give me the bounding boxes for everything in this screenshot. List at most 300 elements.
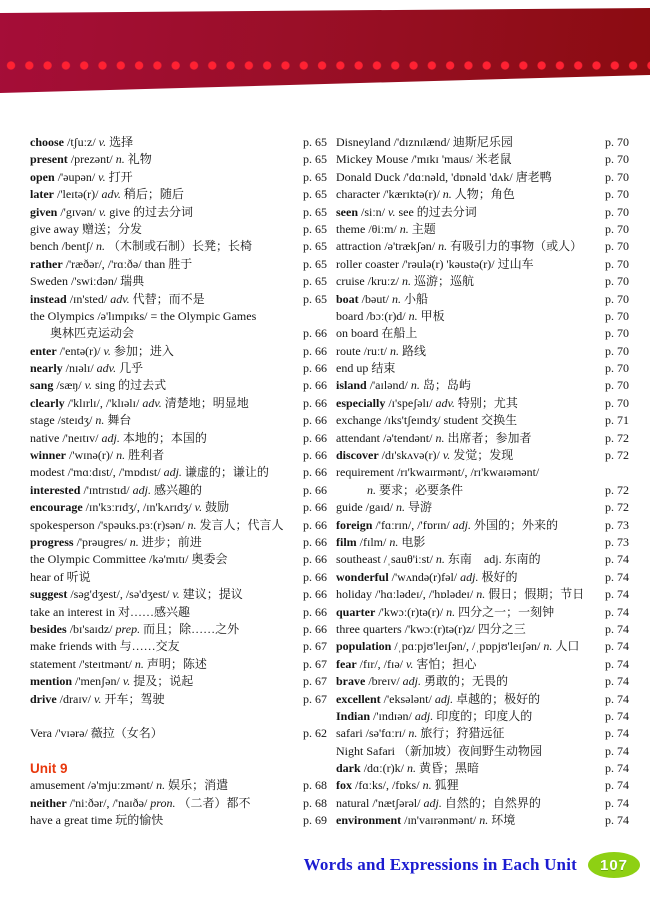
entry-term: theme <box>336 221 366 236</box>
glossary-column-right <box>336 134 629 830</box>
entry-phonetic: /steɪdʒ/ <box>57 413 93 428</box>
page-ref: p. 72 <box>605 500 629 515</box>
entry-phonetic: /rɪ'kwaɪrmənt/, /rɪ'kwaɪəmənt/ <box>396 465 540 480</box>
entry-definition: 薇拉（女名） <box>90 726 163 741</box>
entry-row <box>30 673 327 690</box>
entry-definition: 而且；除……之外 <box>143 621 240 636</box>
page-ref <box>324 308 327 325</box>
entry-term: safari <box>336 726 363 741</box>
entry-term: open <box>30 169 55 184</box>
page-ref: p. 74 <box>605 569 629 584</box>
page-ref: p. 66 <box>303 517 327 532</box>
page-ref: p. 66 <box>303 604 327 619</box>
entry-row <box>30 412 327 429</box>
entry-pos: n. <box>367 482 376 497</box>
entry-text <box>336 325 602 342</box>
entry-term: given <box>30 204 58 219</box>
entry-text <box>30 447 300 464</box>
entry-text <box>30 464 300 481</box>
entry-definition: 外国的；外来的 <box>474 517 559 532</box>
entry-text <box>30 499 300 516</box>
unit-header: Unit 9 <box>30 761 68 777</box>
entry-term: wonderful <box>336 569 389 584</box>
entry-phonetic: /'menʃən/ <box>75 674 120 689</box>
entry-definition: 甲板 <box>420 308 445 323</box>
entry-term: cruise <box>336 274 365 289</box>
entry-row <box>30 325 327 342</box>
entry-row <box>30 308 327 325</box>
page-ref: p. 70 <box>605 256 629 271</box>
page-ref: p. 66 <box>303 465 327 480</box>
page-ref: p. 70 <box>605 291 629 306</box>
entry-text <box>336 708 602 725</box>
entry-row <box>336 308 629 325</box>
entry-row <box>336 725 629 742</box>
spacer-row <box>30 743 327 760</box>
entry-definition: 要求；必要条件 <box>379 482 464 497</box>
entry-row <box>30 238 327 255</box>
page-footer <box>304 852 640 878</box>
entry-definition: 几乎 <box>119 361 144 376</box>
entry-definition: 人口 <box>555 639 580 654</box>
entry-text <box>30 395 300 412</box>
entry-term: statement <box>30 656 76 671</box>
entry-phonetic: /'ɪndɪən/ <box>373 708 412 723</box>
entry-phonetic: /dɑː(r)k/ <box>363 761 404 776</box>
entry-term: neither <box>30 795 67 810</box>
entry-phonetic: /'ɪntrɪstɪd/ <box>83 482 130 497</box>
page-ref: p. 65 <box>303 221 327 236</box>
entry-term: stage <box>30 413 55 428</box>
entry-row <box>30 395 327 412</box>
entry-definition: 玩的愉快 <box>115 813 164 828</box>
page-ref: p. 70 <box>605 239 629 254</box>
entry-row <box>336 464 629 481</box>
entry-term: native <box>30 430 60 445</box>
entry-row <box>30 517 327 534</box>
entry-pos: n. <box>392 291 401 306</box>
entry-row <box>30 151 327 168</box>
entry-definition: 发觉；发现 <box>453 448 514 463</box>
entry-definition: 胜利者 <box>128 448 165 463</box>
entry-pos: n. <box>476 587 486 602</box>
entry-definition: 假日；假期；节日 <box>488 587 585 602</box>
entry-definition: 舞台 <box>107 413 132 428</box>
page-ref: p. 74 <box>605 674 629 689</box>
entry-row <box>30 273 327 290</box>
entry-term: mention <box>30 674 72 689</box>
entry-phonetic: /'swiːdən/ <box>71 274 118 289</box>
entry-term: boat <box>336 291 359 306</box>
entry-phonetic: /ruːt/ <box>363 343 387 358</box>
entry-text <box>336 691 602 708</box>
entry-term: interested <box>30 482 81 497</box>
entry-definition: 过山车 <box>497 256 534 271</box>
entry-pos: n. <box>396 500 405 515</box>
page-ref: p. 74 <box>605 639 629 654</box>
entry-row <box>30 621 327 638</box>
entry-text <box>30 256 300 273</box>
entry-text <box>336 308 602 325</box>
entry-row <box>336 343 629 360</box>
entry-phonetic: /bentʃ/ <box>61 239 93 254</box>
entry-term: the Olympic Committee <box>30 552 146 567</box>
entry-text <box>336 760 602 777</box>
entry-pos: n. <box>156 778 166 793</box>
entry-pos: v. <box>103 343 111 358</box>
entry-row <box>336 412 629 429</box>
entry-phonetic: /'eksələnt/ <box>383 691 432 706</box>
entry-row <box>336 812 629 829</box>
entry-phonetic: /'dɪznɪlænd/ <box>393 135 450 149</box>
entry-phonetic: /ɪn'kɜːrɪdʒ/, /ɪn'kʌrɪdʒ/ <box>85 500 192 515</box>
page-ref: p. 66 <box>303 500 327 515</box>
page-ref: p. 72 <box>605 430 629 445</box>
entry-phonetic: /'niːðər/, /'naɪðə/ <box>69 795 148 810</box>
entry-phonetic: /fɪr/, /fɪə/ <box>359 656 403 671</box>
entry-pos: v. <box>98 204 107 219</box>
page-ref: p. 67 <box>303 656 327 671</box>
entry-text <box>336 447 602 464</box>
entry-definition: see 的过去分词 <box>398 204 477 219</box>
entry-row <box>30 604 327 621</box>
entry-text <box>336 499 602 516</box>
entry-row <box>30 656 327 673</box>
entry-term: fear <box>336 656 357 671</box>
entry-phonetic: /'neɪtɪv/ <box>62 430 99 445</box>
entry-definition: 四分之三 <box>477 621 526 636</box>
entry-term: rather <box>30 256 63 271</box>
entry-text <box>336 430 602 447</box>
page-ref: p. 70 <box>605 378 629 393</box>
entry-definition: 奥委会 <box>191 552 228 567</box>
entry-row <box>336 221 629 238</box>
entry-text <box>30 134 300 151</box>
entry-pos: adv. <box>101 187 121 202</box>
entry-term: the Olympics <box>30 308 95 323</box>
entry-definition: 极好的 <box>481 569 518 584</box>
entry-text <box>336 725 602 742</box>
entry-phonetic: /'steɪtmənt/ <box>78 656 132 671</box>
page-ref: p. 73 <box>605 517 629 532</box>
entry-text <box>336 412 602 429</box>
entry-term: present <box>30 152 68 167</box>
entry-term: requirement <box>336 465 394 480</box>
entry-definition: 自然的；自然界的 <box>444 795 541 810</box>
entry-term: southeast <box>336 552 381 567</box>
entry-pos: adj. <box>423 795 442 810</box>
entry-definition: 参加；进入 <box>113 343 174 358</box>
entry-text <box>336 777 602 794</box>
page-ref: p. 66 <box>303 430 327 445</box>
entry-phonetic: /dɪ'skʌvə(r)/ <box>381 448 440 463</box>
entry-phonetic: /sə'fɑːrɪ/ <box>365 726 406 741</box>
entry-text <box>30 777 300 794</box>
entry-term: especially <box>336 395 386 410</box>
entry-pos: v. <box>122 674 131 689</box>
page-ref: p. 70 <box>605 326 629 341</box>
entry-definition: （二者）都不 <box>178 795 251 810</box>
entry-text <box>30 377 300 394</box>
entry-phonetic: /sæŋ/ <box>56 378 82 393</box>
entry-text <box>336 134 602 151</box>
dots-decoration <box>2 61 650 70</box>
entry-pos: v. <box>194 500 203 515</box>
entry-text <box>336 360 602 377</box>
entry-pos: adj. <box>163 465 182 480</box>
footer-title: Words and Expressions in Each Unit <box>303 855 577 874</box>
entry-row <box>336 134 629 151</box>
entry-term: quarter <box>336 604 376 619</box>
page-ref: p. 66 <box>303 552 327 567</box>
entry-row <box>336 621 629 638</box>
page-ref: p. 70 <box>605 204 629 219</box>
entry-text <box>336 482 602 499</box>
entry-row <box>336 325 629 342</box>
entry-text <box>30 569 300 586</box>
entry-text <box>336 812 602 829</box>
entry-row <box>336 673 629 690</box>
entry-definition: 礼物 <box>127 152 152 167</box>
entry-text <box>30 725 300 742</box>
entry-text <box>336 534 602 551</box>
entry-pos: n. <box>422 778 432 793</box>
entry-row <box>336 604 629 621</box>
page-ref: p. 71 <box>605 413 629 428</box>
entry-row <box>30 534 327 551</box>
entry-phonetic: /bɔː(r)d/ <box>366 308 406 323</box>
page-ref: p. 74 <box>605 813 629 828</box>
entry-phonetic: /'nætʃərəl/ <box>372 795 421 810</box>
entry-pos: n. <box>95 413 105 428</box>
entry-row <box>30 291 327 308</box>
entry-text <box>30 169 300 186</box>
entry-term: film <box>336 534 357 549</box>
entry-text <box>336 238 602 255</box>
entry-pos: n. <box>390 343 399 358</box>
entry-row <box>336 499 629 516</box>
entry-row <box>30 447 327 464</box>
entry-text <box>30 343 300 360</box>
page-ref: p. 67 <box>303 639 327 654</box>
entry-phonetic: /'mɑːdɪst/, /'mɒdɪst/ <box>67 465 161 480</box>
entry-phonetic: /ɪn'sted/ <box>69 291 108 306</box>
entry-row <box>336 377 629 394</box>
entry-row <box>30 482 327 499</box>
entry-definition: 有吸引力的事物（或人） <box>450 239 583 254</box>
entry-term: enter <box>30 343 57 358</box>
entry-definition: 清楚地；明显地 <box>164 395 249 410</box>
entry-text <box>336 151 602 168</box>
entry-phonetic: /ɪn'vaɪrənmənt/ <box>404 813 477 828</box>
entry-pos: n. <box>408 308 418 323</box>
entry-row <box>336 395 629 412</box>
entry-term: besides <box>30 621 67 636</box>
entry-term: board <box>336 308 364 323</box>
entry-term: drive <box>30 691 57 706</box>
entry-text <box>336 569 602 586</box>
entry-phonetic: /draɪv/ <box>59 691 91 706</box>
entry-definition: 巡游；巡航 <box>413 274 474 289</box>
page-ref: p. 65 <box>303 135 327 149</box>
entry-phonetic: /kə'mɪtɪ/ <box>148 552 189 567</box>
entry-row <box>30 221 327 238</box>
entry-definition: 声明；陈述 <box>146 656 207 671</box>
page-ref: p. 66 <box>303 413 327 428</box>
entry-row <box>30 204 327 221</box>
entry-term: Sweden <box>30 274 68 289</box>
entry-row <box>336 169 629 186</box>
entry-text <box>30 186 300 203</box>
entry-phonetic: /'prəugres/ <box>76 534 127 549</box>
page-ref: p. 73 <box>605 534 629 549</box>
entry-phonetic: /breɪv/ <box>368 674 400 689</box>
entry-definition: 路线 <box>402 343 427 358</box>
entry-phonetic: /prezənt/ <box>70 152 113 167</box>
entry-term: have a great time <box>30 813 113 828</box>
entry-text <box>30 291 300 308</box>
entry-text <box>30 221 300 238</box>
entry-definition: 特别；尤其 <box>457 395 518 410</box>
entry-term: Donald Duck <box>336 169 401 184</box>
page-ref: p. 70 <box>605 274 629 289</box>
entry-definition: 狐狸 <box>434 778 459 793</box>
entry-pos: adj. <box>460 569 479 584</box>
entry-definition: 鼓励 <box>205 500 230 515</box>
page-ref: p. 66 <box>303 361 327 376</box>
entry-text <box>336 343 602 360</box>
entry-pos: n. <box>95 239 105 254</box>
entry-phonetic: /'kwɔː(r)tə(r)/ <box>378 604 444 619</box>
entry-row <box>336 291 629 308</box>
entry-text <box>336 221 602 238</box>
entry-phonetic: /'gɪvən/ <box>60 204 96 219</box>
entry-pos: v. <box>84 378 93 393</box>
entry-row <box>30 186 327 203</box>
entry-term: take an interest in <box>30 604 115 619</box>
entry-definition: 电影 <box>401 534 426 549</box>
entry-row <box>30 134 327 151</box>
page-ref: p. 65 <box>303 239 327 254</box>
entry-text <box>30 517 300 534</box>
entry-term: end up <box>336 361 369 376</box>
entry-row <box>336 638 629 655</box>
page-ref: p. 74 <box>605 587 629 602</box>
entry-pos: n. <box>435 430 445 445</box>
entry-term: amusement <box>30 778 85 793</box>
entry-definition: 迪斯尼乐园 <box>452 135 513 149</box>
entry-row <box>336 777 629 794</box>
entry-definition: 稍后；随后 <box>123 187 184 202</box>
entry-term: nearly <box>30 361 63 376</box>
entry-row <box>336 186 629 203</box>
entry-term: brave <box>336 674 366 689</box>
entry-phonetic: /'aɪlənd/ <box>369 378 408 393</box>
entry-pos: v. <box>388 204 396 219</box>
entry-phonetic: /nɪəlɪ/ <box>65 361 94 376</box>
entry-definition: sing 的过去式 <box>95 378 167 393</box>
entry-definition: = the Olympic Games <box>150 308 257 323</box>
entry-pos: n. <box>129 534 139 549</box>
entry-term: seen <box>336 204 358 219</box>
page-ref: p. 74 <box>605 761 629 776</box>
entry-phonetic: /'kwɔː(r)tə(r)z/ <box>404 621 475 636</box>
entry-row <box>336 447 629 464</box>
entry-text <box>336 256 602 273</box>
entry-term: route <box>336 343 361 358</box>
entry-row <box>336 691 629 708</box>
entry-text <box>30 360 300 377</box>
page-number-badge: 107 <box>588 852 640 878</box>
entry-text <box>30 673 300 690</box>
entry-pos: n. <box>399 221 409 236</box>
entry-term: attendant <box>336 430 380 445</box>
entry-phonetic: /'fɑːrɪn/, /'fɒrɪn/ <box>375 517 450 532</box>
page-ref: p. 70 <box>605 361 629 376</box>
entry-row <box>336 482 629 499</box>
entry-text <box>336 464 626 481</box>
entry-phonetic: /'entə(r)/ <box>59 343 101 358</box>
entry-term: Disneyland <box>336 135 391 149</box>
entry-pos: v. <box>98 169 106 184</box>
entry-row <box>336 151 629 168</box>
entry-term: instead <box>30 291 67 306</box>
entry-row <box>336 708 629 725</box>
entry-row <box>30 430 327 447</box>
entry-term: spokesperson <box>30 517 95 532</box>
entry-pos: pron. <box>150 795 176 810</box>
entry-term: Indian <box>336 708 371 723</box>
entry-text <box>336 604 602 621</box>
entry-term: Mickey Mouse <box>336 152 409 167</box>
page-ref: p. 68 <box>303 778 327 793</box>
page-ref: p. 66 <box>303 343 327 358</box>
entry-row <box>30 360 327 377</box>
entry-phonetic: /ɪks'tʃeɪndʒ/ <box>384 413 441 428</box>
entry-pos: adv. <box>142 395 162 410</box>
entry-term: choose <box>30 135 64 149</box>
entry-text <box>30 691 300 708</box>
entry-phonetic: /'klɪrlɪ/, /'klɪəlɪ/ <box>67 395 140 410</box>
entry-definition: 岛；岛屿 <box>422 378 471 393</box>
entry-text <box>336 673 602 690</box>
entry-text <box>30 812 300 829</box>
entry-pos: v. <box>405 656 414 671</box>
page-ref: p. 70 <box>605 152 629 167</box>
entry-row <box>336 743 629 760</box>
entry-row <box>30 464 327 481</box>
glossary-column-left <box>30 134 327 830</box>
page-ref: p. 66 <box>303 326 327 341</box>
entry-term: foreign <box>336 517 373 532</box>
entry-definition: 米老鼠 <box>475 152 512 167</box>
entry-pos: adv. <box>110 291 130 306</box>
entry-text <box>336 377 602 394</box>
entry-phonetic: /tʃuːz/ <box>67 135 96 149</box>
entry-phonetic: /ˌsauθ'iːst/ <box>383 552 433 567</box>
entry-phonetic: /fɪlm/ <box>359 534 387 549</box>
entry-term: guide <box>336 500 363 515</box>
entry-term: holiday <box>336 587 372 602</box>
entry-row <box>30 812 327 829</box>
entry-pos: n. <box>134 656 144 671</box>
entry-row <box>336 795 629 812</box>
page-ref: p. 65 <box>303 204 327 219</box>
entry-term: winner <box>30 448 66 463</box>
entry-definition: 勇敢的；无畏的 <box>424 674 509 689</box>
entry-row <box>336 534 629 551</box>
page-ref: p. 72 <box>605 448 629 463</box>
